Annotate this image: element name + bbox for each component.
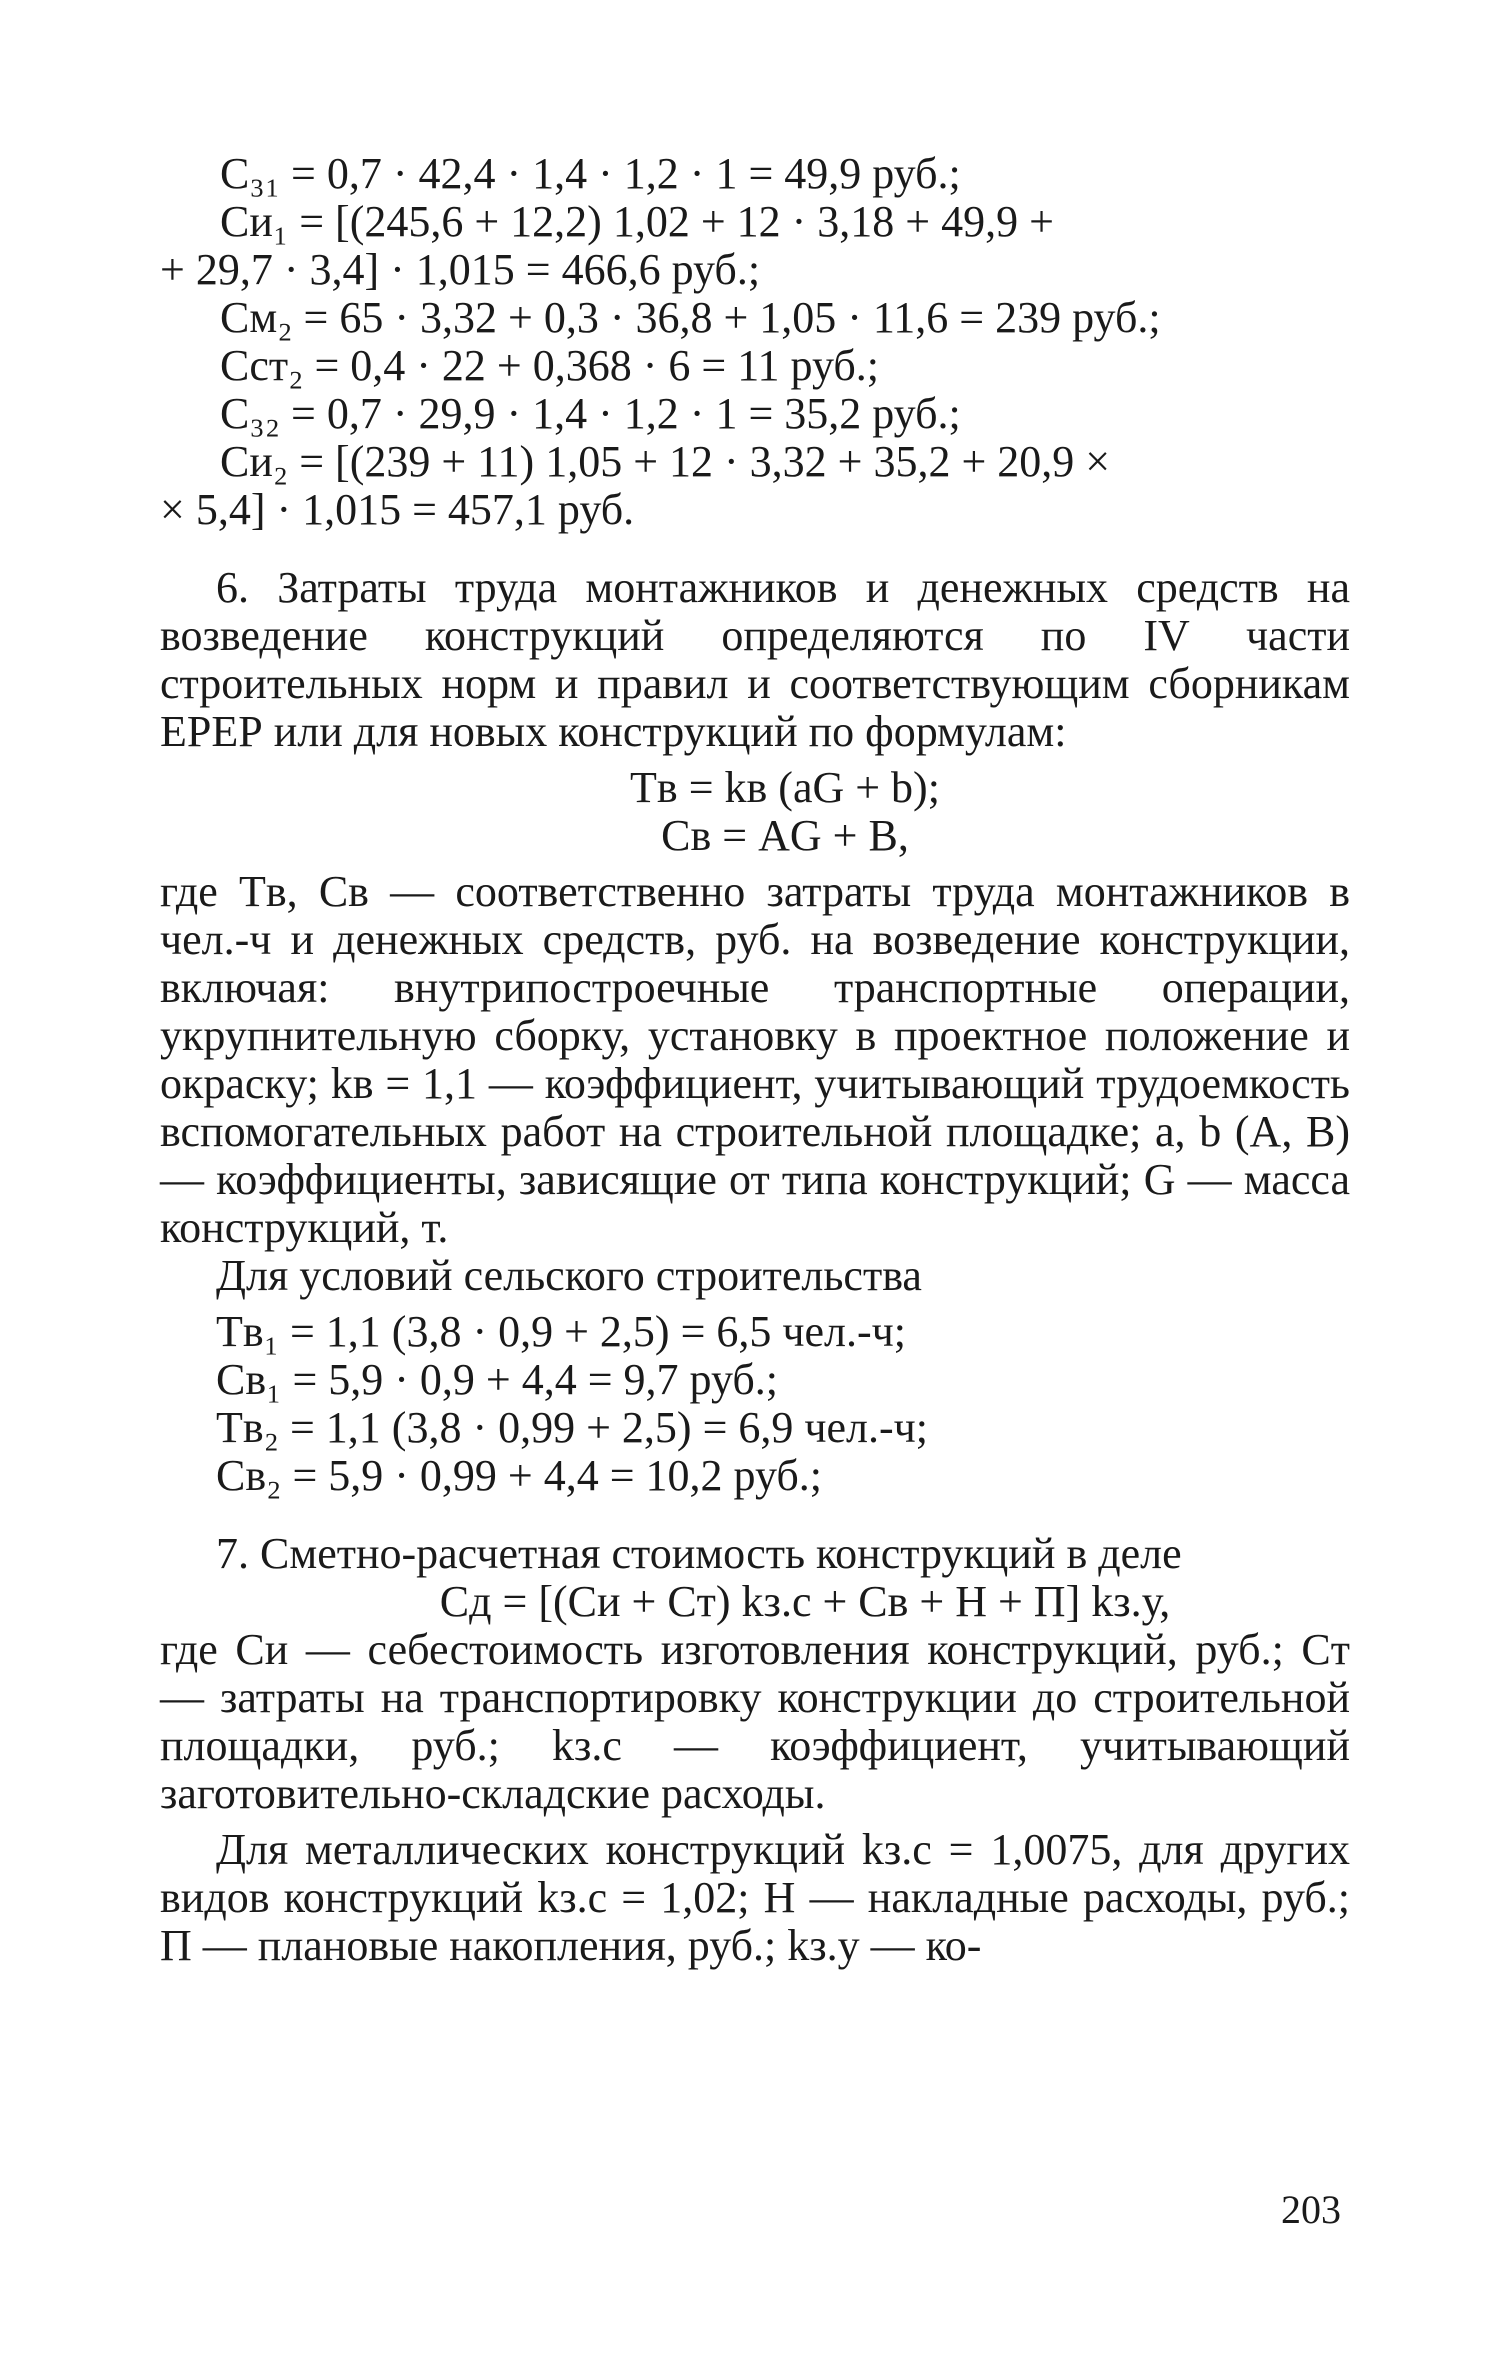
formula-line: + 29,7 · 3,4] · 1,015 = 466,6 руб.;: [160, 245, 761, 294]
formula-line: Tв₂ = 1,1 (3,8 · 0,99 + 2,5) = 6,9 чел.-ч;: [216, 1403, 929, 1452]
section-7-explanation: где Cи — себестоимость изготовления конструкций, руб.; Cт — затраты на транспортировку конструкции до строительной площадки, руб.; kз.с — коэффициент, учитывающий заготовительно-складские расходы.: [160, 1625, 1350, 1818]
formula-line: C₃₁ = 0,7 · 42,4 · 1,4 · 1,2 · 1 = 49,9 руб.;: [220, 149, 961, 198]
formula-cost: Cв = AG + B,: [661, 811, 909, 860]
section-6-intro: 6. Затраты труда монтажников и денежных средств на возведение конструкций определяются по IV части строительных норм и правил и соответствующим сборникам ЕРЕР или для новых конструкций по формулам:: [160, 563, 1350, 756]
rural-heading: Для условий сельского строительства: [216, 1251, 922, 1300]
rural-formulas: [160, 1308, 1350, 1500]
formula-line: Cв₁ = 5,9 · 0,9 + 4,4 = 9,7 руб.;: [216, 1355, 779, 1404]
formula-line: Cст₂ = 0,4 · 22 + 0,368 · 6 = 11 руб.;: [220, 341, 880, 390]
formula-line: Cи₁ = [(245,6 + 12,2) 1,02 + 12 · 3,18 + 49,9 +: [220, 197, 1054, 246]
formula-labor: Tв = kв (aG + b);: [630, 763, 940, 812]
section-6-explanation: где Tв, Cв — соответственно затраты труда монтажников в чел.-ч и денежных средств, руб. на возведение конструкции, включая: внутрипостроечные транспортные операции, укрупнительную сборку, установку в проектное положение и окраску; kв = 1,1 — коэффициент, учитывающий трудоемкость вспомогательных работ на строительной площадке; a, b (A, B) — коэффициенты, зависящие от типа конструкций; G — масса конструкций, т.: [160, 867, 1350, 1252]
page-content: [160, 150, 1350, 1970]
formula-estimate: Cд = [(Cи + Cт) kз.с + Cв + H + П] kз.у,: [439, 1577, 1171, 1626]
formula-line: × 5,4] · 1,015 = 457,1 руб.: [160, 485, 635, 534]
section-7-metal: Для металлических конструкций kз.с = 1,0075, для других видов конструкций kз.с = 1,02; H — накладные расходы, руб.; П — плановые накопления, руб.; kз.у — ко-: [160, 1825, 1350, 1970]
formula-line: Tв₁ = 1,1 (3,8 · 0,9 + 2,5) = 6,5 чел.-ч;: [216, 1307, 907, 1356]
formula-line: Cв₂ = 5,9 · 0,99 + 4,4 = 10,2 руб.;: [216, 1451, 823, 1500]
section-7-intro: 7. Сметно-расчетная стоимость конструкций в деле: [216, 1529, 1182, 1578]
formula-line: Cи₂ = [(239 + 11) 1,05 + 12 · 3,32 + 35,2 + 20,9 ×: [220, 437, 1111, 486]
formula-line: Cм₂ = 65 · 3,32 + 0,3 · 36,8 + 1,05 · 11,6 = 239 руб.;: [220, 293, 1161, 342]
page-number: 203: [1281, 2187, 1341, 2232]
formula-line: C₃₂ = 0,7 · 29,9 · 1,4 · 1,2 · 1 = 35,2 руб.;: [220, 389, 961, 438]
formulas-top: [160, 150, 1350, 534]
